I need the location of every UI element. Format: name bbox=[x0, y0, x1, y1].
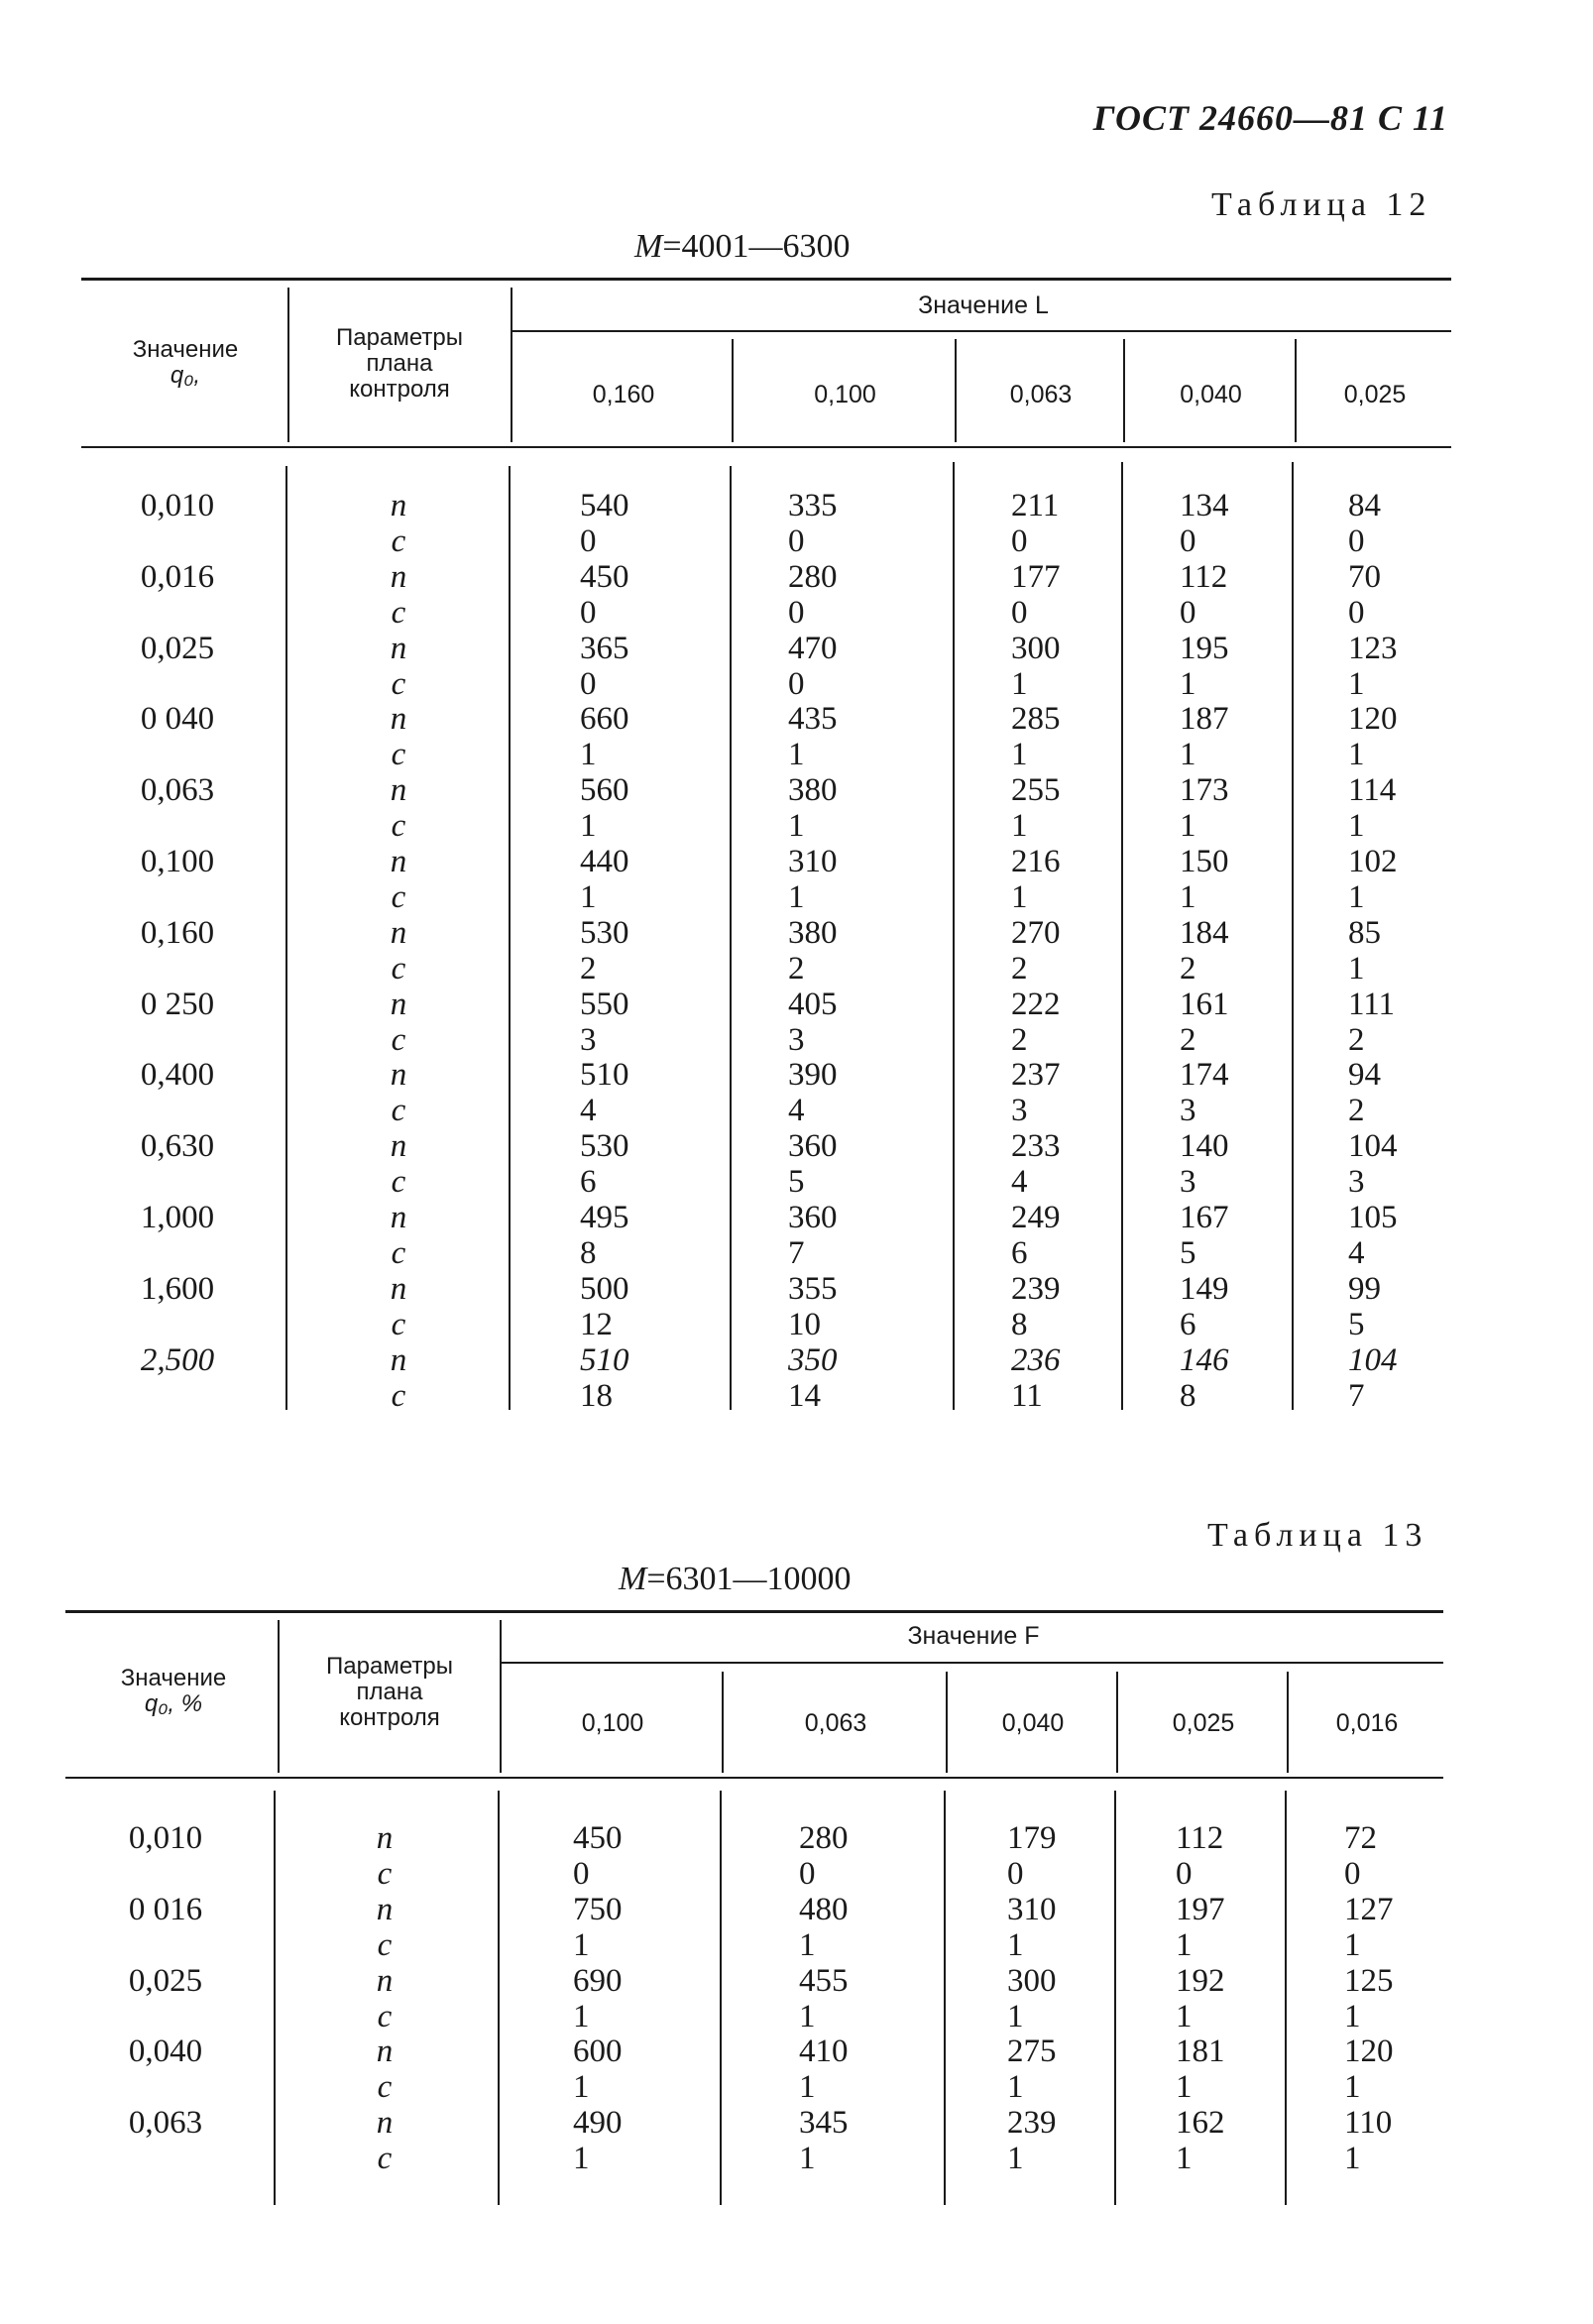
table12-param-n: n bbox=[390, 986, 407, 1022]
table12-cell-c: 2 bbox=[580, 950, 597, 987]
table12-cell-c: 2 bbox=[1180, 1021, 1196, 1058]
table12-cell-c: 6 bbox=[1180, 1306, 1196, 1342]
table13-cell-n: 310 bbox=[1007, 1891, 1057, 1927]
table12-cell-c: 3 bbox=[1180, 1093, 1196, 1129]
table12-head-vline bbox=[1123, 339, 1125, 442]
table13-cell-n: 72 bbox=[1344, 1820, 1377, 1856]
table12-cell-c: 8 bbox=[580, 1235, 597, 1271]
table12-row-q: 0,025 bbox=[140, 630, 215, 666]
table12-cell-c: 0 bbox=[580, 523, 597, 559]
table12-param-c: c bbox=[391, 950, 406, 987]
table13-cell-n: 600 bbox=[573, 2034, 623, 2070]
table13-head-vline bbox=[1116, 1672, 1118, 1773]
table12-group-header: Значение L bbox=[918, 291, 1049, 319]
table12-cell-c: 5 bbox=[1180, 1235, 1196, 1271]
table13-row-q: 0,025 bbox=[128, 1962, 203, 1999]
table13-param-n: n bbox=[376, 2034, 394, 2070]
table13-param-n: n bbox=[376, 2105, 394, 2142]
table13-cell-n: 300 bbox=[1007, 1962, 1057, 1999]
table12-cell-n: 104 bbox=[1348, 1341, 1398, 1378]
table12-head-vline bbox=[1295, 339, 1297, 442]
table12-body-vline bbox=[1292, 462, 1294, 1410]
table12-cell-c: 2 bbox=[1011, 950, 1028, 987]
table12-cell-n: 510 bbox=[580, 1341, 629, 1378]
table13-cell-c: 1 bbox=[1176, 1926, 1193, 1963]
table13-head-vline bbox=[946, 1672, 948, 1773]
table12-cell-c: 0 bbox=[1348, 594, 1365, 631]
table13-cell-c: 1 bbox=[573, 2141, 590, 2177]
table12-cell-c: 0 bbox=[1180, 594, 1196, 631]
table13-cell-n: 490 bbox=[573, 2105, 623, 2142]
table12-cell-n: 174 bbox=[1180, 1057, 1229, 1094]
table13-cell-c: 1 bbox=[799, 2069, 816, 2106]
table12-col-header: 0,025 bbox=[1343, 381, 1407, 408]
table12-cell-c: 0 bbox=[788, 523, 805, 559]
table13-col-header: 0,016 bbox=[1335, 1709, 1399, 1737]
table12-cell-n: 495 bbox=[580, 1200, 629, 1235]
table12-param-n: n bbox=[390, 1128, 407, 1165]
table12-cell-c: 4 bbox=[1011, 1164, 1028, 1201]
table13-cell-c: 1 bbox=[573, 1998, 590, 2034]
table12-row-q: 1,000 bbox=[140, 1200, 215, 1235]
table12-cell-n: 167 bbox=[1180, 1200, 1229, 1235]
table13-cell-n: 280 bbox=[799, 1820, 849, 1856]
table12-name: Таблица 12 bbox=[1211, 186, 1432, 223]
table13-param-header: Параметры плана контроля bbox=[326, 1653, 453, 1731]
table12-cell-n: 233 bbox=[1011, 1128, 1061, 1165]
table13-cell-n: 410 bbox=[799, 2034, 849, 2070]
table13-m-label: M=6301—10000 bbox=[619, 1561, 852, 1597]
table12-cell-c: 2 bbox=[1348, 1093, 1365, 1129]
table12-col-header: 0,100 bbox=[814, 381, 876, 408]
table12-body-vline bbox=[730, 466, 732, 1410]
table13-cell-c: 1 bbox=[1176, 1998, 1193, 2034]
table13-cell-n: 112 bbox=[1176, 1820, 1224, 1856]
table12-cell-c: 1 bbox=[1348, 808, 1365, 845]
table13-cell-c: 0 bbox=[573, 1856, 590, 1892]
table13-cell-n: 455 bbox=[799, 1962, 849, 1999]
table12-cell-n: 360 bbox=[788, 1200, 838, 1235]
table13-head-vline bbox=[500, 1620, 502, 1773]
table12-cell-c: 2 bbox=[1011, 1021, 1028, 1058]
table12-cell-n: 355 bbox=[788, 1270, 838, 1307]
table12-cell-n: 530 bbox=[580, 914, 629, 951]
table12-param-n: n bbox=[390, 488, 407, 523]
table12-row-q: 0,160 bbox=[140, 914, 215, 951]
table13-cell-n: 192 bbox=[1176, 1962, 1225, 1999]
table12-cell-n: 134 bbox=[1180, 488, 1229, 523]
table12-cell-c: 0 bbox=[1180, 523, 1196, 559]
table12-cell-n: 237 bbox=[1011, 1057, 1061, 1094]
table13-col-header: 0,025 bbox=[1172, 1709, 1235, 1737]
table13-row-q: 0 016 bbox=[128, 1891, 203, 1927]
table12-cell-n: 99 bbox=[1348, 1270, 1381, 1307]
table12-cell-c: 6 bbox=[1011, 1235, 1028, 1271]
table13-cell-c: 0 bbox=[799, 1856, 816, 1892]
table12-cell-n: 435 bbox=[788, 701, 838, 738]
table13-cell-c: 1 bbox=[1007, 1926, 1024, 1963]
table12-cell-n: 150 bbox=[1180, 844, 1229, 879]
page-header: ГОСТ 24660—81 С 11 bbox=[1092, 98, 1448, 138]
table12-cell-c: 4 bbox=[1348, 1235, 1365, 1271]
table12-param-c: c bbox=[391, 879, 406, 915]
table12-body-vline bbox=[509, 466, 511, 1410]
table12-param-n: n bbox=[390, 558, 407, 595]
table12-cell-c: 5 bbox=[788, 1164, 805, 1201]
table12-cell-c: 1 bbox=[788, 808, 805, 845]
table12-cell-c: 0 bbox=[788, 594, 805, 631]
table13-cell-c: 1 bbox=[799, 1926, 816, 1963]
table13-cell-c: 1 bbox=[1344, 1926, 1361, 1963]
table13-cell-n: 127 bbox=[1344, 1891, 1394, 1927]
table12-cell-c: 1 bbox=[788, 737, 805, 773]
table12-cell-c: 1 bbox=[1011, 665, 1028, 702]
table12-cell-c: 3 bbox=[1348, 1164, 1365, 1201]
table13-cell-n: 275 bbox=[1007, 2034, 1057, 2070]
table12-cell-c: 3 bbox=[1011, 1093, 1028, 1129]
table12-cell-n: 470 bbox=[788, 630, 838, 666]
table12-cell-n: 85 bbox=[1348, 914, 1381, 951]
table13-row-q: 0,040 bbox=[128, 2034, 203, 2070]
table13-cell-c: 1 bbox=[1176, 2141, 1193, 2177]
table13-body-vline bbox=[944, 1791, 946, 2205]
table12-cell-n: 530 bbox=[580, 1128, 629, 1165]
table13-cell-c: 0 bbox=[1344, 1856, 1361, 1892]
table12-row-q: 1,600 bbox=[140, 1270, 215, 1307]
table12-param-c: c bbox=[391, 1235, 406, 1271]
table12-cell-c: 0 bbox=[1011, 594, 1028, 631]
table12-param-n: n bbox=[390, 1270, 407, 1307]
table12-param-n: n bbox=[390, 1200, 407, 1235]
table12-head-vline bbox=[511, 288, 512, 442]
table12-cell-c: 18 bbox=[580, 1377, 613, 1414]
table13-cell-n: 125 bbox=[1344, 1962, 1394, 1999]
table12-cell-c: 0 bbox=[788, 665, 805, 702]
table12-param-c: c bbox=[391, 1306, 406, 1342]
table12-cell-c: 3 bbox=[1180, 1164, 1196, 1201]
table12-cell-c: 10 bbox=[788, 1306, 821, 1342]
table12-head-vline bbox=[287, 288, 289, 442]
table12-row-q: 0,063 bbox=[140, 772, 215, 809]
table12-cell-n: 102 bbox=[1348, 844, 1398, 879]
table12-cell-n: 104 bbox=[1348, 1128, 1398, 1165]
table13-group-rule bbox=[502, 1662, 1443, 1664]
table13-row-q: 0,063 bbox=[128, 2105, 203, 2142]
table12-cell-n: 300 bbox=[1011, 630, 1061, 666]
table13-param-c: c bbox=[377, 2141, 393, 2177]
table12-cell-c: 2 bbox=[788, 950, 805, 987]
table12-param-n: n bbox=[390, 1057, 407, 1094]
table12-cell-n: 285 bbox=[1011, 701, 1061, 738]
table12-cell-n: 500 bbox=[580, 1270, 629, 1307]
table12-cell-n: 360 bbox=[788, 1128, 838, 1165]
table13-group-header: Значение F bbox=[907, 1622, 1040, 1650]
table12-cell-n: 405 bbox=[788, 986, 838, 1022]
table13-cell-c: 1 bbox=[1176, 2069, 1193, 2106]
table12-cell-n: 173 bbox=[1180, 772, 1229, 809]
table13-body-vline bbox=[498, 1791, 500, 2205]
table12-param-c: c bbox=[391, 523, 406, 559]
table12-param-c: c bbox=[391, 665, 406, 702]
table13-cell-n: 162 bbox=[1176, 2105, 1225, 2142]
table12-cell-n: 161 bbox=[1180, 986, 1229, 1022]
table12-cell-c: 1 bbox=[1011, 808, 1028, 845]
table13-cell-c: 1 bbox=[799, 1998, 816, 2034]
table12-cell-c: 1 bbox=[580, 879, 597, 915]
table12-top-rule bbox=[81, 278, 1451, 281]
table12-cell-c: 8 bbox=[1011, 1306, 1028, 1342]
table12-row-q: 0,010 bbox=[140, 488, 215, 523]
table12-head-vline bbox=[955, 339, 957, 442]
table13-cell-n: 179 bbox=[1007, 1820, 1057, 1856]
table12-param-c: c bbox=[391, 1093, 406, 1129]
table12-cell-n: 70 bbox=[1348, 558, 1381, 595]
table12-cell-n: 239 bbox=[1011, 1270, 1061, 1307]
table12-cell-n: 140 bbox=[1180, 1128, 1229, 1165]
table12-cell-c: 1 bbox=[788, 879, 805, 915]
table13-head-rule bbox=[65, 1777, 1443, 1779]
table12-cell-c: 0 bbox=[580, 594, 597, 631]
table12-col-header: 0,040 bbox=[1180, 381, 1242, 408]
table12-row-q: 0 250 bbox=[140, 986, 215, 1022]
table13-param-n: n bbox=[376, 1891, 394, 1927]
table12-param-n: n bbox=[390, 914, 407, 951]
table12-body-vline bbox=[1121, 462, 1123, 1410]
table12-cell-n: 184 bbox=[1180, 914, 1229, 951]
table12-cell-c: 1 bbox=[1180, 879, 1196, 915]
table13-q-header: Значение q₀, % bbox=[120, 1665, 227, 1717]
table13-param-c: c bbox=[377, 2069, 393, 2106]
table13-cell-n: 239 bbox=[1007, 2105, 1057, 2142]
table13-cell-n: 750 bbox=[573, 1891, 623, 1927]
table12-col-header: 0,160 bbox=[592, 381, 655, 408]
table12-cell-c: 11 bbox=[1011, 1377, 1043, 1414]
table13-cell-c: 1 bbox=[573, 1926, 590, 1963]
table12-cell-c: 1 bbox=[580, 737, 597, 773]
table12-param-c: c bbox=[391, 808, 406, 845]
table12-cell-c: 0 bbox=[1348, 523, 1365, 559]
table12-cell-c: 3 bbox=[788, 1021, 805, 1058]
table12-cell-c: 7 bbox=[788, 1235, 805, 1271]
table12-cell-n: 94 bbox=[1348, 1057, 1381, 1094]
table13-name: Таблица 13 bbox=[1207, 1517, 1428, 1554]
table13-cell-n: 480 bbox=[799, 1891, 849, 1927]
table12-cell-n: 540 bbox=[580, 488, 629, 523]
table13-head-vline bbox=[1287, 1672, 1289, 1773]
table13-cell-n: 181 bbox=[1176, 2034, 1225, 2070]
table12-cell-n: 450 bbox=[580, 558, 629, 595]
table12-col-header: 0,063 bbox=[1009, 381, 1073, 408]
table13-cell-c: 1 bbox=[799, 2141, 816, 2177]
table12-cell-n: 560 bbox=[580, 772, 629, 809]
table12-row-q: 2,500 bbox=[140, 1341, 215, 1378]
table12-cell-n: 390 bbox=[788, 1057, 838, 1094]
table13-cell-c: 1 bbox=[1344, 1998, 1361, 2034]
table13-param-c: c bbox=[377, 1856, 393, 1892]
table12-cell-c: 4 bbox=[580, 1093, 597, 1129]
table13-body-vline bbox=[720, 1791, 722, 2205]
table12-cell-n: 365 bbox=[580, 630, 629, 666]
table12-param-n: n bbox=[390, 844, 407, 879]
table13-body-vline bbox=[1285, 1791, 1287, 2205]
table12-param-c: c bbox=[391, 594, 406, 631]
table13-col-header: 0,063 bbox=[804, 1709, 867, 1737]
table13-cell-c: 1 bbox=[1344, 2069, 1361, 2106]
table13-param-n: n bbox=[376, 1962, 394, 1999]
table12-cell-n: 255 bbox=[1011, 772, 1061, 809]
table12-row-q: 0,016 bbox=[140, 558, 215, 595]
table12-param-header: Параметры плана контроля bbox=[336, 324, 463, 403]
table13-cell-c: 0 bbox=[1176, 1856, 1193, 1892]
table12-head-rule bbox=[81, 446, 1451, 448]
table12-group-rule bbox=[512, 330, 1451, 332]
table13-cell-n: 110 bbox=[1344, 2105, 1393, 2142]
table13-head-vline bbox=[722, 1672, 724, 1773]
table12-m-label: M=4001—6300 bbox=[634, 228, 851, 265]
table12-cell-n: 380 bbox=[788, 772, 838, 809]
table12-cell-c: 7 bbox=[1348, 1377, 1365, 1414]
table12-cell-c: 1 bbox=[1011, 879, 1028, 915]
table12-cell-n: 114 bbox=[1348, 772, 1397, 809]
table12-cell-c: 0 bbox=[580, 665, 597, 702]
table12-cell-n: 270 bbox=[1011, 914, 1061, 951]
table12-cell-c: 1 bbox=[1180, 665, 1196, 702]
table13-param-c: c bbox=[377, 1998, 393, 2034]
table12-cell-c: 2 bbox=[1180, 950, 1196, 987]
table12-param-n: n bbox=[390, 701, 407, 738]
table13-cell-n: 120 bbox=[1344, 2034, 1394, 2070]
table12-cell-n: 249 bbox=[1011, 1200, 1061, 1235]
table12-cell-n: 146 bbox=[1180, 1341, 1229, 1378]
table12-cell-c: 6 bbox=[580, 1164, 597, 1201]
table13-cell-n: 450 bbox=[573, 1820, 623, 1856]
table13-cell-c: 1 bbox=[1007, 2069, 1024, 2106]
table12-cell-n: 280 bbox=[788, 558, 838, 595]
table12-cell-c: 1 bbox=[1348, 737, 1365, 773]
table13-cell-n: 345 bbox=[799, 2105, 849, 2142]
table13-col-header: 0,040 bbox=[1001, 1709, 1065, 1737]
table12-cell-n: 123 bbox=[1348, 630, 1398, 666]
table12-q-header: Значение q₀, bbox=[132, 336, 239, 389]
table13-cell-n: 690 bbox=[573, 1962, 623, 1999]
table12-cell-n: 187 bbox=[1180, 701, 1229, 738]
table12-cell-n: 112 bbox=[1180, 558, 1228, 595]
table12-cell-n: 660 bbox=[580, 701, 629, 738]
table12-row-q: 0,100 bbox=[140, 844, 215, 879]
table12-cell-n: 105 bbox=[1348, 1200, 1398, 1235]
table12-param-c: c bbox=[391, 737, 406, 773]
table12-cell-n: 211 bbox=[1011, 488, 1060, 523]
table12-cell-n: 177 bbox=[1011, 558, 1061, 595]
table13-row-q: 0,010 bbox=[128, 1820, 203, 1856]
table12-cell-n: 149 bbox=[1180, 1270, 1229, 1307]
table12-cell-n: 550 bbox=[580, 986, 629, 1022]
table13-cell-c: 1 bbox=[1344, 2141, 1361, 2177]
table12-cell-c: 3 bbox=[580, 1021, 597, 1058]
table13-param-n: n bbox=[376, 1820, 394, 1856]
table12-cell-n: 380 bbox=[788, 914, 838, 951]
table13-body-vline bbox=[1114, 1791, 1116, 2205]
table12-cell-c: 1 bbox=[1011, 737, 1028, 773]
table12-cell-c: 12 bbox=[580, 1306, 613, 1342]
table12-cell-n: 310 bbox=[788, 844, 838, 879]
table13-cell-c: 0 bbox=[1007, 1856, 1024, 1892]
table12-cell-c: 1 bbox=[580, 808, 597, 845]
table12-cell-n: 335 bbox=[788, 488, 838, 523]
table12-cell-n: 222 bbox=[1011, 986, 1061, 1022]
table12-cell-c: 1 bbox=[1348, 950, 1365, 987]
table12-head-vline bbox=[732, 339, 734, 442]
table13-col-header: 0,100 bbox=[581, 1709, 644, 1737]
table12-row-q: 0 040 bbox=[140, 701, 215, 738]
table13-head-vline bbox=[278, 1620, 280, 1773]
table12-param-c: c bbox=[391, 1164, 406, 1201]
table12-cell-n: 111 bbox=[1348, 986, 1396, 1022]
table13-cell-c: 1 bbox=[1007, 2141, 1024, 2177]
table12-cell-c: 5 bbox=[1348, 1306, 1365, 1342]
table12-cell-n: 120 bbox=[1348, 701, 1398, 738]
table12-cell-n: 195 bbox=[1180, 630, 1229, 666]
table12-cell-c: 0 bbox=[1011, 523, 1028, 559]
table12-cell-c: 14 bbox=[788, 1377, 821, 1414]
table12-param-c: c bbox=[391, 1021, 406, 1058]
table13-param-c: c bbox=[377, 1926, 393, 1963]
table12-param-n: n bbox=[390, 630, 407, 666]
table12-cell-c: 8 bbox=[1180, 1377, 1196, 1414]
table12-cell-c: 4 bbox=[788, 1093, 805, 1129]
table12-body-vline bbox=[953, 462, 955, 1410]
table12-cell-n: 216 bbox=[1011, 844, 1061, 879]
table12-row-q: 0,400 bbox=[140, 1057, 215, 1094]
table12-cell-n: 510 bbox=[580, 1057, 629, 1094]
table12-cell-c: 1 bbox=[1348, 879, 1365, 915]
table12-cell-n: 350 bbox=[788, 1341, 838, 1378]
table13-cell-c: 1 bbox=[1007, 1998, 1024, 2034]
table12-cell-c: 1 bbox=[1180, 808, 1196, 845]
table12-cell-n: 236 bbox=[1011, 1341, 1061, 1378]
table12-param-c: c bbox=[391, 1377, 406, 1414]
table12-cell-c: 1 bbox=[1180, 737, 1196, 773]
table13-top-rule bbox=[65, 1610, 1443, 1613]
table12-cell-c: 1 bbox=[1348, 665, 1365, 702]
table13-cell-n: 197 bbox=[1176, 1891, 1225, 1927]
table12-cell-n: 84 bbox=[1348, 488, 1381, 523]
table12-row-q: 0,630 bbox=[140, 1128, 215, 1165]
table12-param-n: n bbox=[390, 1341, 407, 1378]
table13-cell-c: 1 bbox=[573, 2069, 590, 2106]
table12-cell-c: 2 bbox=[1348, 1021, 1365, 1058]
table12-cell-n: 440 bbox=[580, 844, 629, 879]
table12-param-n: n bbox=[390, 772, 407, 809]
